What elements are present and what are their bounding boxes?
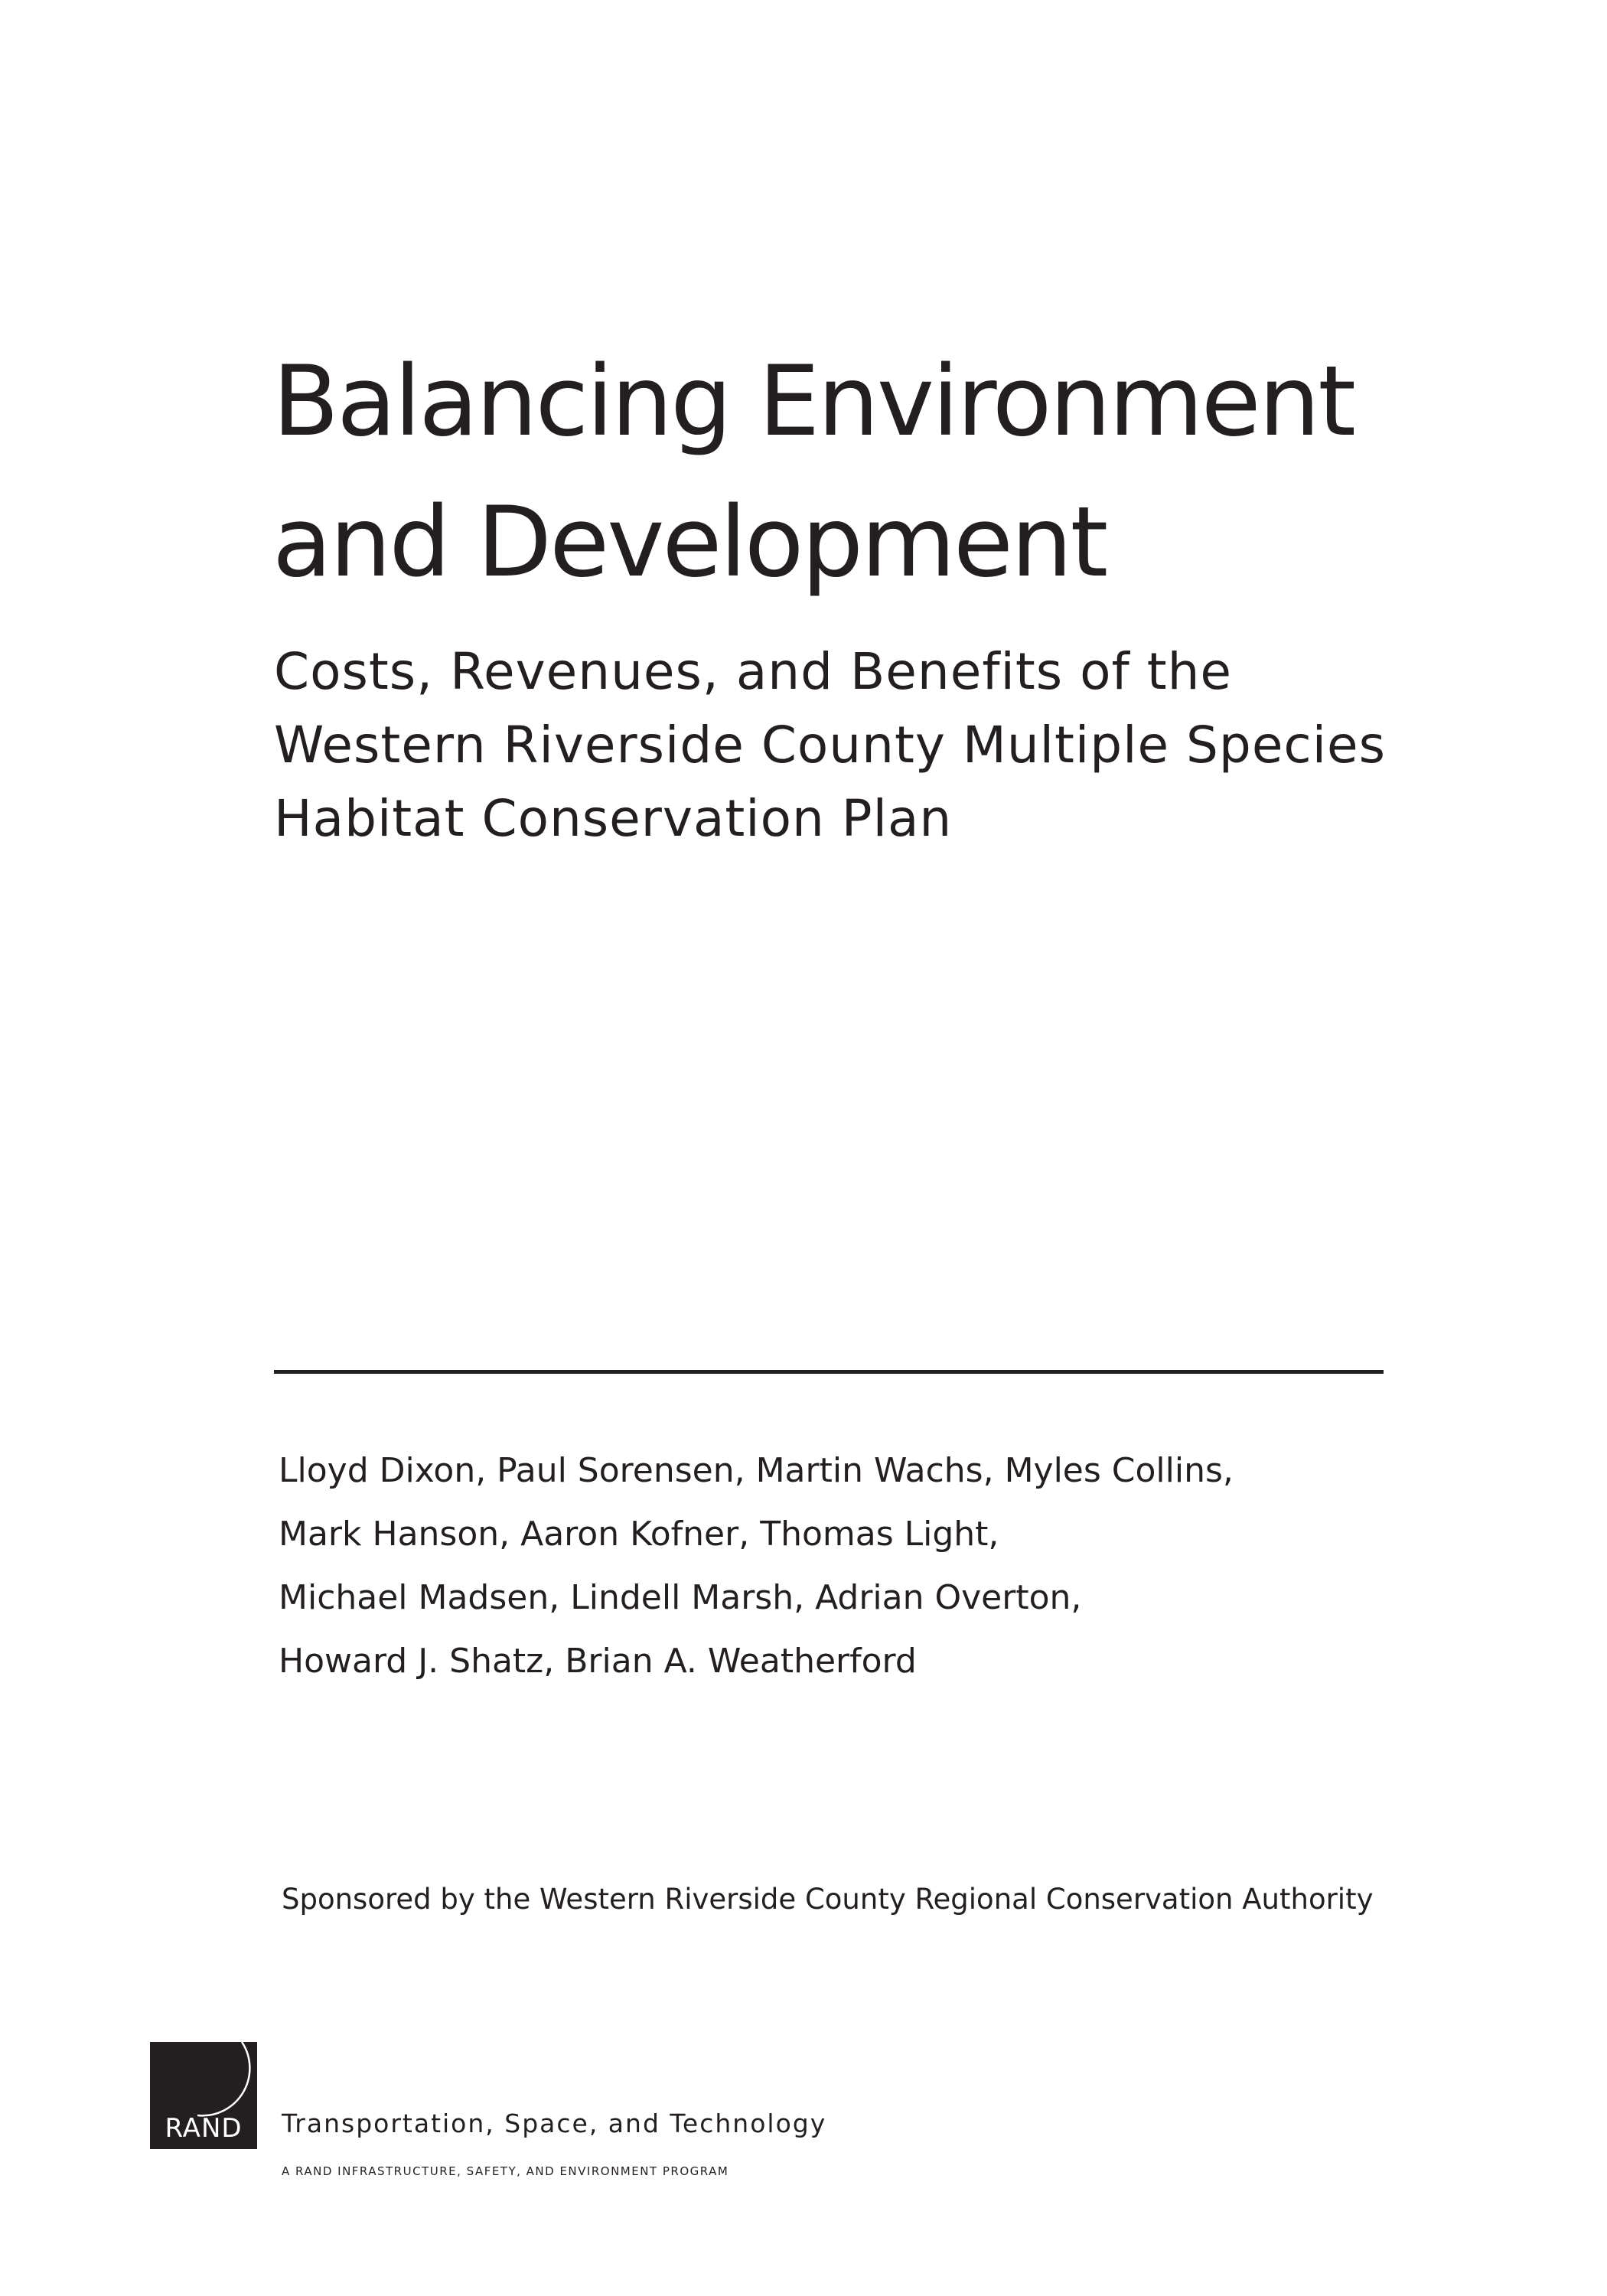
rand-logo (150, 2042, 257, 2149)
sponsor-statement: Sponsored by the Western Riverside County Regional Conservation Authority (282, 1883, 1374, 1916)
author-line: Michael Madsen, Lindell Marsh, Adrian Overton, (279, 1578, 1082, 1617)
program-parent: A RAND INFRASTRUCTURE, SAFETY, AND ENVIRONMENT PROGRAM (282, 2164, 729, 2178)
author-line: Mark Hanson, Aaron Kofner, Thomas Light, (279, 1515, 999, 1554)
report-title-line-1: Balancing Environment (272, 344, 1354, 458)
report-subtitle (274, 635, 1537, 856)
report-title (272, 331, 1497, 612)
report-title-line-2: and Development (272, 485, 1107, 598)
author-line: Howard J. Shatz, Brian A. Weatherford (279, 1642, 917, 1681)
author-line: Lloyd Dixon, Paul Sorensen, Martin Wachs, Myles Collins, (279, 1451, 1234, 1490)
report-subtitle-line-2: Western Riverside County Multiple Species (274, 716, 1387, 775)
report-subtitle-line-1: Costs, Revenues, and Benefits of the (274, 642, 1233, 701)
author-list (279, 1439, 1426, 1693)
rand-logo-text: RAND (165, 2113, 243, 2144)
title-divider (274, 1370, 1384, 1374)
report-subtitle-line-3: Habitat Conservation Plan (274, 789, 953, 848)
program-name: Transportation, Space, and Technology (282, 2108, 827, 2138)
